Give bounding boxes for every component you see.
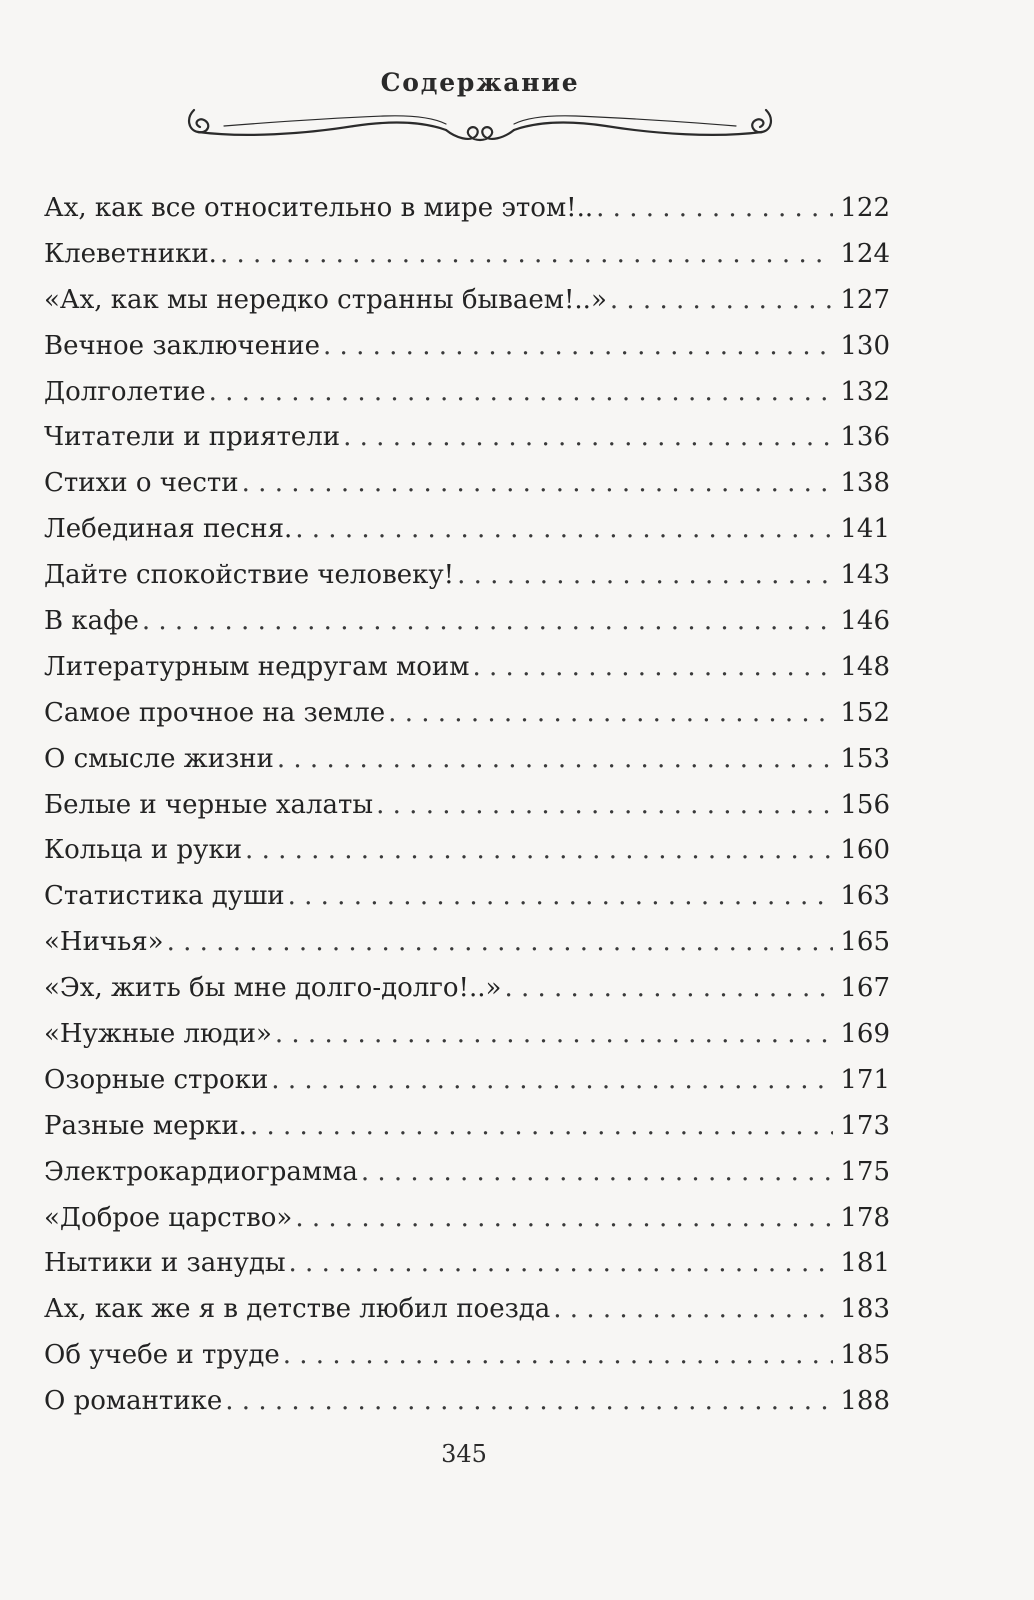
toc-entry-title: Нытики и зануды <box>44 1248 286 1279</box>
toc-entry <box>44 507 890 553</box>
toc-entry-title: В кафе <box>44 606 139 637</box>
toc-entry <box>44 461 890 507</box>
toc-entry-title: «Ах, как мы нередко странны бываем!..» <box>44 284 607 315</box>
toc-entry-title: Белые и черные халаты <box>44 789 374 820</box>
toc-entry <box>44 370 890 416</box>
page-title: Содержание <box>380 68 580 97</box>
toc-leader-dots <box>504 966 833 1012</box>
toc-entry-title: Читатели и приятели <box>44 422 341 453</box>
toc-entry-page: 124 <box>840 238 890 269</box>
toc-entry <box>44 783 890 829</box>
toc-entry-title: Ах, как же я в детстве любил поезда <box>44 1294 551 1325</box>
toc-entry-page: 171 <box>840 1064 890 1095</box>
toc-leader-dots <box>553 1287 833 1333</box>
toc-entry-page: 188 <box>840 1386 890 1417</box>
toc-entry <box>44 1333 890 1379</box>
toc-entry-page: 185 <box>840 1340 890 1371</box>
toc-entry-page: 165 <box>840 927 890 958</box>
toc-entry <box>44 966 890 1012</box>
toc-leader-dots <box>361 1150 833 1196</box>
toc-leader-dots <box>283 1333 833 1379</box>
toc-entry-page: 163 <box>840 881 890 912</box>
toc-entry <box>44 1287 890 1333</box>
toc-entry-title: Озорные строки <box>44 1064 269 1095</box>
toc-leader-dots <box>343 415 833 461</box>
toc-entry-page: 138 <box>840 468 890 499</box>
toc-entry <box>44 232 890 278</box>
toc-leader-dots <box>376 783 833 829</box>
toc-entry-page: 153 <box>840 743 890 774</box>
toc-entry-title: Самое прочное на земле <box>44 697 386 728</box>
toc-entry <box>44 1241 890 1287</box>
toc-leader-dots <box>323 324 833 370</box>
toc-entry-title: Электрокардиограмма <box>44 1156 358 1187</box>
toc-entry <box>44 645 890 691</box>
toc-entry <box>44 1150 890 1196</box>
toc-entry-title: Статистика души <box>44 881 285 912</box>
toc-entry-page: 148 <box>840 651 890 682</box>
toc-entry <box>44 1104 890 1150</box>
toc-entry-page: 122 <box>840 193 890 223</box>
toc-entry-title: Вечное заключение <box>44 330 321 361</box>
toc-entry-title: Стихи о чести <box>44 468 239 499</box>
toc-entry <box>44 874 890 920</box>
toc-entry-title: Лебединая песня. <box>44 514 293 545</box>
table-of-contents <box>44 186 890 1425</box>
toc-entry <box>44 599 890 645</box>
toc-leader-dots <box>277 737 833 783</box>
toc-entry-title: О романтике <box>44 1386 223 1417</box>
toc-leader-dots <box>250 1104 833 1150</box>
toc-entry <box>44 553 890 599</box>
toc-entry-page: 178 <box>840 1202 890 1233</box>
toc-entry-page: 156 <box>840 789 890 820</box>
toc-entry-page: 183 <box>840 1294 890 1325</box>
toc-entry-page: 127 <box>840 284 890 315</box>
toc-entry-page: 167 <box>840 973 890 1004</box>
toc-leader-dots <box>245 828 833 874</box>
toc-leader-dots <box>295 1196 833 1242</box>
toc-leader-dots <box>242 461 833 507</box>
toc-leader-dots <box>271 1058 833 1104</box>
toc-entry <box>44 737 890 783</box>
toc-leader-dots <box>142 599 833 645</box>
page-number: 345 <box>441 1440 487 1468</box>
toc-entry-title: Об учебе и труде <box>44 1340 280 1371</box>
toc-entry-title: Кольца и руки <box>44 835 243 866</box>
toc-leader-dots <box>220 232 833 278</box>
toc-entry-title: Дайте спокойствие человеку! <box>44 560 455 591</box>
toc-entry <box>44 1379 890 1425</box>
toc-leader-dots <box>295 507 833 553</box>
toc-entry-title: Клеветники. <box>44 238 217 269</box>
toc-entry-title: «Нужные люди» <box>44 1019 272 1050</box>
toc-entry-title: Долголетие <box>44 376 206 407</box>
toc-leader-dots <box>288 874 833 920</box>
toc-entry-page: 136 <box>840 422 890 453</box>
toc-entry <box>44 1196 890 1242</box>
toc-entry <box>44 1012 890 1058</box>
toc-entry <box>44 415 890 461</box>
toc-entry-page: 146 <box>840 606 890 637</box>
toc-leader-dots <box>472 645 833 691</box>
toc-entry <box>44 186 890 232</box>
toc-entry-title: Литературным недругам моим <box>44 651 470 682</box>
toc-entry-title: «Эх, жить бы мне долго-долго!..» <box>44 973 502 1004</box>
toc-entry-page: 143 <box>840 560 890 591</box>
toc-entry <box>44 324 890 370</box>
toc-entry-page: 173 <box>840 1110 890 1141</box>
toc-leader-dots <box>457 553 833 599</box>
toc-entry-page: 175 <box>840 1156 890 1187</box>
toc-entry <box>44 278 890 324</box>
toc-leader-dots <box>225 1379 833 1425</box>
toc-leader-dots <box>388 691 833 737</box>
toc-entry <box>44 691 890 737</box>
toc-entry-page: 152 <box>840 697 890 728</box>
toc-leader-dots <box>596 186 833 232</box>
toc-leader-dots <box>610 278 833 324</box>
toc-entry-page: 141 <box>840 514 890 545</box>
toc-entry-page: 130 <box>840 330 890 361</box>
toc-leader-dots <box>289 1241 833 1287</box>
toc-entry-title: «Ничья» <box>44 927 164 958</box>
toc-leader-dots <box>167 920 833 966</box>
toc-entry-page: 160 <box>840 835 890 866</box>
toc-entry-title: «Доброе царство» <box>44 1202 293 1233</box>
toc-entry-title: О смысле жизни <box>44 743 274 774</box>
flourish-divider-icon <box>184 96 776 158</box>
toc-leader-dots <box>209 370 833 416</box>
toc-entry-page: 169 <box>840 1019 890 1050</box>
toc-entry-title: Ах, как все относительно в мире этом!.. <box>44 193 594 223</box>
toc-leader-dots <box>275 1012 833 1058</box>
toc-entry <box>44 828 890 874</box>
toc-entry <box>44 920 890 966</box>
toc-entry-title: Разные мерки. <box>44 1110 247 1141</box>
toc-entry-page: 181 <box>840 1248 890 1279</box>
toc-entry <box>44 1058 890 1104</box>
toc-entry-page: 132 <box>840 376 890 407</box>
